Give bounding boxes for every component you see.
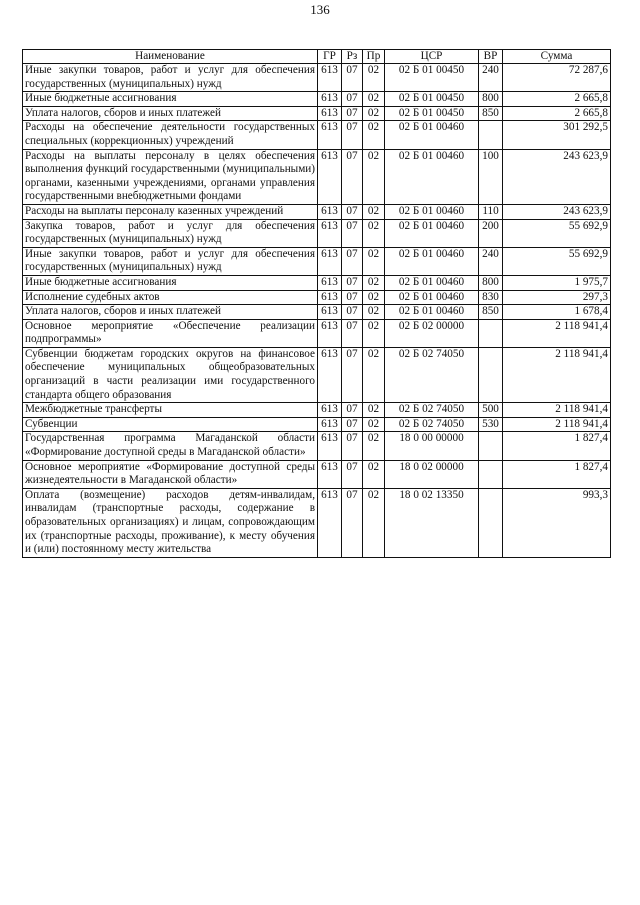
page-number: 136 (310, 2, 330, 17)
cell-name: Исполнение судебных актов (23, 290, 318, 305)
cell-rz: 07 (342, 319, 363, 347)
cell-gr: 613 (318, 92, 342, 107)
cell-sum: 2 118 941,4 (503, 347, 611, 402)
cell-sum: 1 678,4 (503, 305, 611, 320)
cell-vr: 500 (479, 403, 503, 418)
cell-csr: 02 Б 01 00450 (385, 64, 479, 92)
cell-name: Государственная программа Магаданской области «Формирование доступной среды в Магаданской области» (23, 432, 318, 460)
table-row (23, 305, 611, 320)
cell-gr: 613 (318, 460, 342, 488)
cell-pr: 02 (363, 347, 385, 402)
cell-csr: 02 Б 01 00460 (385, 121, 479, 149)
cell-name: Субвенции бюджетам городских округов на финансовое обеспечение муниципальных общеобразовательных организаций в части реализации ими государственного стандарта общего образования (23, 347, 318, 402)
cell-csr: 02 Б 01 00460 (385, 275, 479, 290)
header-name: Наименование (23, 50, 318, 64)
cell-vr: 530 (479, 417, 503, 432)
header-csr: ЦСР (385, 50, 479, 64)
cell-name: Иные бюджетные ассигнования (23, 92, 318, 107)
cell-csr: 02 Б 01 00450 (385, 92, 479, 107)
cell-pr: 02 (363, 460, 385, 488)
cell-rz: 07 (342, 290, 363, 305)
cell-name: Иные бюджетные ассигнования (23, 275, 318, 290)
cell-rz: 07 (342, 64, 363, 92)
cell-name: Уплата налогов, сборов и иных платежей (23, 305, 318, 320)
cell-pr: 02 (363, 219, 385, 247)
cell-sum: 2 665,8 (503, 106, 611, 121)
cell-pr: 02 (363, 106, 385, 121)
table-row (23, 275, 611, 290)
cell-rz: 07 (342, 347, 363, 402)
table-row (23, 247, 611, 275)
cell-vr (479, 347, 503, 402)
table-row (23, 149, 611, 204)
cell-sum: 993,3 (503, 488, 611, 557)
table-row (23, 488, 611, 557)
budget-table (22, 49, 611, 558)
cell-rz: 07 (342, 204, 363, 219)
cell-vr (479, 488, 503, 557)
cell-sum: 72 287,6 (503, 64, 611, 92)
cell-csr: 02 Б 01 00460 (385, 290, 479, 305)
cell-vr (479, 432, 503, 460)
cell-csr: 02 Б 01 00460 (385, 204, 479, 219)
cell-name: Расходы на выплаты персоналу в целях обеспечения выполнения функций государственными (муниципальными) органами, казенными учреждениями, органами управления государственными внебюджетными фондами (23, 149, 318, 204)
cell-rz: 07 (342, 488, 363, 557)
cell-name: Расходы на обеспечение деятельности государственных специальных (коррекционных) учреждений (23, 121, 318, 149)
cell-pr: 02 (363, 417, 385, 432)
cell-rz: 07 (342, 149, 363, 204)
table-row (23, 64, 611, 92)
cell-rz: 07 (342, 219, 363, 247)
table-row (23, 204, 611, 219)
cell-gr: 613 (318, 64, 342, 92)
table-body (23, 64, 611, 558)
cell-csr: 18 0 00 00000 (385, 432, 479, 460)
cell-csr: 02 Б 02 74050 (385, 347, 479, 402)
cell-csr: 02 Б 01 00460 (385, 149, 479, 204)
cell-gr: 613 (318, 347, 342, 402)
cell-name: Уплата налогов, сборов и иных платежей (23, 106, 318, 121)
cell-pr: 02 (363, 92, 385, 107)
cell-pr: 02 (363, 275, 385, 290)
cell-sum: 243 623,9 (503, 149, 611, 204)
cell-vr: 100 (479, 149, 503, 204)
cell-pr: 02 (363, 149, 385, 204)
table-row (23, 106, 611, 121)
cell-vr (479, 121, 503, 149)
cell-rz: 07 (342, 432, 363, 460)
cell-pr: 02 (363, 247, 385, 275)
table-row (23, 121, 611, 149)
cell-csr: 02 Б 01 00460 (385, 247, 479, 275)
cell-gr: 613 (318, 106, 342, 121)
cell-sum: 2 118 941,4 (503, 403, 611, 418)
cell-name: Основное мероприятие «Формирование доступной среды жизнедеятельности в Магаданской области» (23, 460, 318, 488)
cell-csr: 18 0 02 13350 (385, 488, 479, 557)
cell-gr: 613 (318, 403, 342, 418)
header-vr: ВР (479, 50, 503, 64)
table-header (23, 50, 611, 64)
header-row (23, 50, 611, 64)
cell-vr: 240 (479, 247, 503, 275)
cell-pr: 02 (363, 403, 385, 418)
cell-pr: 02 (363, 305, 385, 320)
cell-csr: 02 Б 01 00460 (385, 305, 479, 320)
cell-vr: 800 (479, 92, 503, 107)
cell-rz: 07 (342, 275, 363, 290)
header-pr: Пр (363, 50, 385, 64)
cell-vr: 240 (479, 64, 503, 92)
table-row (23, 92, 611, 107)
header-rz: Рз (342, 50, 363, 64)
cell-vr: 110 (479, 204, 503, 219)
cell-csr: 02 Б 01 00460 (385, 219, 479, 247)
cell-gr: 613 (318, 204, 342, 219)
cell-gr: 613 (318, 121, 342, 149)
cell-pr: 02 (363, 204, 385, 219)
cell-csr: 02 Б 01 00450 (385, 106, 479, 121)
cell-rz: 07 (342, 247, 363, 275)
cell-csr: 18 0 02 00000 (385, 460, 479, 488)
cell-name: Расходы на выплаты персоналу казенных учреждений (23, 204, 318, 219)
cell-gr: 613 (318, 417, 342, 432)
header-sum: Сумма (503, 50, 611, 64)
cell-vr: 850 (479, 106, 503, 121)
cell-pr: 02 (363, 64, 385, 92)
cell-name: Иные закупки товаров, работ и услуг для обеспечения государственных (муниципальных) нужд (23, 247, 318, 275)
cell-vr (479, 460, 503, 488)
cell-sum: 55 692,9 (503, 219, 611, 247)
cell-csr: 02 Б 02 00000 (385, 319, 479, 347)
cell-sum: 2 118 941,4 (503, 417, 611, 432)
cell-gr: 613 (318, 149, 342, 204)
table-row (23, 432, 611, 460)
table-row (23, 417, 611, 432)
cell-gr: 613 (318, 247, 342, 275)
cell-gr: 613 (318, 305, 342, 320)
header-gr: ГР (318, 50, 342, 64)
cell-sum: 243 623,9 (503, 204, 611, 219)
table-row (23, 290, 611, 305)
cell-vr: 800 (479, 275, 503, 290)
cell-gr: 613 (318, 319, 342, 347)
cell-gr: 613 (318, 488, 342, 557)
cell-csr: 02 Б 02 74050 (385, 403, 479, 418)
table-row (23, 219, 611, 247)
cell-rz: 07 (342, 417, 363, 432)
cell-sum: 2 665,8 (503, 92, 611, 107)
cell-name: Оплата (возмещение) расходов детям-инвалидам, инвалидам (транспортные расходы, содержание в образовательных организациях) и лицам, сопровождающим их (транспортные расходы, проживание), к месту обучения и (или) постоянному месту жительства (23, 488, 318, 557)
cell-pr: 02 (363, 488, 385, 557)
cell-vr: 830 (479, 290, 503, 305)
cell-name: Межбюджетные трансферты (23, 403, 318, 418)
cell-sum: 1 827,4 (503, 432, 611, 460)
cell-vr: 200 (479, 219, 503, 247)
cell-rz: 07 (342, 92, 363, 107)
cell-sum: 1 827,4 (503, 460, 611, 488)
table-row (23, 347, 611, 402)
cell-vr (479, 319, 503, 347)
cell-gr: 613 (318, 432, 342, 460)
cell-name: Основное мероприятие «Обеспечение реализации подпрограммы» (23, 319, 318, 347)
cell-gr: 613 (318, 290, 342, 305)
cell-csr: 02 Б 02 74050 (385, 417, 479, 432)
cell-rz: 07 (342, 305, 363, 320)
cell-vr: 850 (479, 305, 503, 320)
cell-name: Иные закупки товаров, работ и услуг для обеспечения государственных (муниципальных) нужд (23, 64, 318, 92)
cell-sum: 301 292,5 (503, 121, 611, 149)
table-row (23, 403, 611, 418)
cell-rz: 07 (342, 106, 363, 121)
cell-sum: 2 118 941,4 (503, 319, 611, 347)
cell-pr: 02 (363, 290, 385, 305)
cell-rz: 07 (342, 460, 363, 488)
cell-pr: 02 (363, 319, 385, 347)
cell-name: Закупка товаров, работ и услуг для обеспечения государственных (муниципальных) нужд (23, 219, 318, 247)
table-row (23, 460, 611, 488)
table-row (23, 319, 611, 347)
cell-sum: 297,3 (503, 290, 611, 305)
cell-rz: 07 (342, 121, 363, 149)
cell-sum: 1 975,7 (503, 275, 611, 290)
cell-rz: 07 (342, 403, 363, 418)
cell-pr: 02 (363, 121, 385, 149)
cell-sum: 55 692,9 (503, 247, 611, 275)
cell-gr: 613 (318, 219, 342, 247)
cell-gr: 613 (318, 275, 342, 290)
cell-pr: 02 (363, 432, 385, 460)
cell-name: Субвенции (23, 417, 318, 432)
